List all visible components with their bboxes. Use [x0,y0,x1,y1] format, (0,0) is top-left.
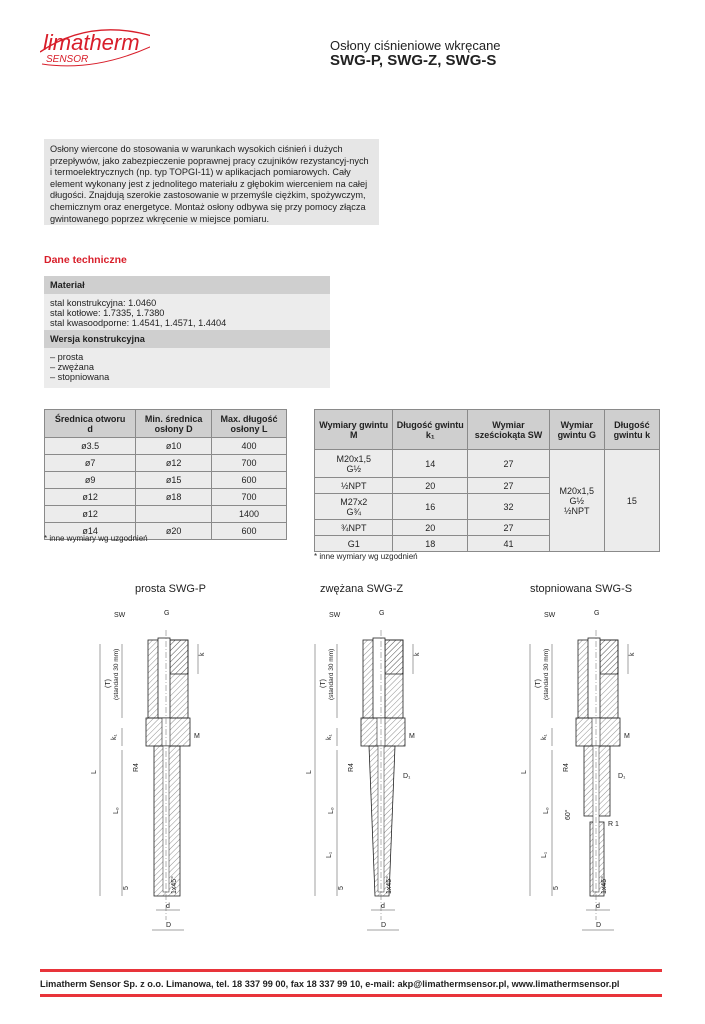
version-title: Wersja konstrukcyjna [44,330,330,348]
table-row: ¾NPT 20 27 [315,520,660,536]
label-l1: L₁ [541,851,548,858]
version-line: – prosta [50,352,84,362]
table2-header: Długość gwintu k₁ [393,410,468,450]
label-g: G [164,610,170,617]
label-m: M [409,733,415,740]
table-row: ø9 ø15 600 [45,472,287,489]
diameter-table [44,409,287,540]
technical-drawings [0,600,705,950]
label-angle: 60° [565,809,572,820]
footer-divider [40,969,662,972]
table-row: ½NPT 20 27 [315,478,660,494]
material-line: stal kotłowe: 1.7335, 1.7380 [50,308,165,318]
label-t: (T) [105,679,112,688]
label-sw: SW [329,612,341,619]
label-m: M [624,733,630,740]
label-D: D [166,922,172,929]
table1-header: Średnica otworu d [45,410,136,438]
logo-sub: SENSOR [46,54,89,65]
label-standard: (standard 30 mm) [543,648,550,700]
header-subtitle: Osłony ciśnieniowe wkręcane [330,38,501,53]
label-k: k [414,652,421,656]
label-g: G [379,610,385,617]
table-row: M20x1,5 G½ 14 27 M20x1,5 G½ ½NPT 15 [315,450,660,478]
table2-header: Wymiar gwintu G [549,410,604,450]
table2-note: * inne wymiary wg uzgodnień [314,552,418,561]
label-g: G [594,610,600,617]
label-d: d [166,903,170,910]
version-line: – zwężana [50,362,94,372]
label-r4: R4 [563,763,570,772]
label-t: (T) [535,679,542,688]
label-sw: SW [114,612,126,619]
bore [158,638,170,718]
header-title: SWG-P, SWG-Z, SWG-S [330,52,497,69]
thread-g [170,640,188,674]
diagram-title-z: zwężana SWG-Z [320,583,404,595]
label-standard: (standard 30 mm) [328,648,335,700]
label-k1: k₁ [326,734,333,740]
label-lo: Lₒ [543,807,550,814]
footer-divider [40,994,662,997]
label-D: D [381,922,387,929]
label-d: d [381,903,385,910]
label-sw: SW [544,612,556,619]
label-D: D [596,922,602,929]
table2-header: Długość gwintu k [604,410,659,450]
label-d: d [596,903,600,910]
diagrams-area [0,600,705,950]
material-title: Materiał [44,276,330,294]
label-r1: R 1 [608,821,619,828]
table-row: ø14 ø20 600 [45,523,287,540]
table-row: ø3.5 ø10 400 [45,438,287,455]
label-chamfer: 1x45° [171,876,178,894]
thread-table [314,409,660,552]
intro-text: Osłony wiercone do stosowania w warunkach wysokich ciśnień i dużych przepływów, jako zabezpieczenie poprawnej pracy czujników rezystancyj-nych i termoelektrycznych (np. typ TOPGI-11) w aplikacjach pomiarowych. Cały element wykonany jest z jednolitego materiału z głębokim wierceniem na całej długości. Znajdują szerokie zastosowanie w przemyśle ciężkim, spożywczym, chemicznym oraz energetyce. Montaż osłony odbywa się przy pomocy złącza gwintowanego poprzez wkręcenie w miejsce pomiaru. [44,139,379,225]
table-row: ø7 ø12 700 [45,455,287,472]
label-l: L [91,770,98,774]
table-row: ø12 ø18 700 [45,489,287,506]
thread-g [600,640,618,674]
label-standard: (standard 30 mm) [113,648,120,700]
label-d1: D₁ [618,773,626,780]
label-k: k [199,652,206,656]
label-l: L [306,770,313,774]
label-r4: R4 [133,763,140,772]
label-m: M [194,733,200,740]
label-lo: Lₒ [328,807,335,814]
limatherm-logo [40,24,150,72]
label-l: L [521,770,528,774]
label-lo: Lₒ [113,807,120,814]
bore [588,638,600,718]
table1-header: Max. długość osłony L [211,410,286,438]
material-line: stal konstrukcyjna: 1.0460 [50,298,157,308]
label-chamfer: 1x45° [386,876,393,894]
g-cell: M20x1,5 G½ ½NPT [549,450,604,552]
tech-title: Dane techniczne [44,254,127,266]
footer-text: Limatherm Sensor Sp. z o.o. Limanowa, tel. 18 337 99 00, fax 18 337 99 10, e-mail: akp@limathermsensor.pl, www.limathermsensor.pl [40,979,620,989]
label-k1: k₁ [541,734,548,740]
material-line: stal kwasoodporne: 1.4541, 1.4571, 1.4404 [50,318,227,328]
label-5: 5 [123,886,130,890]
table1-header: Min. średnica osłony D [136,410,212,438]
k-cell: 15 [604,450,659,552]
logo-word: limatherm [43,30,140,55]
material-block [44,276,330,388]
table1-note: * inne wymiary wg uzgodnień [44,534,148,543]
table2-header: Wymiar sześciokąta SW [468,410,550,450]
label-t: (T) [320,679,327,688]
table2-header: Wymiary gwintu M [315,410,393,450]
table-row: ø12 1400 [45,506,287,523]
label-l1: L₁ [326,851,333,858]
label-k: k [629,652,636,656]
table-row: M27x2 G¾ 16 32 [315,494,660,520]
diagram-title-p: prosta SWG-P [135,583,206,595]
label-k1: k₁ [111,734,118,740]
label-r4: R4 [348,763,355,772]
table-row: G1 18 41 [315,536,660,552]
bore [373,638,385,718]
thread-g [385,640,403,674]
label-d1: D₁ [403,773,411,780]
label-5: 5 [553,886,560,890]
label-chamfer: 1x45° [601,876,608,894]
diagram-title-s: stopniowana SWG-S [530,583,633,595]
version-line: – stopniowana [50,372,110,382]
label-5: 5 [338,886,345,890]
